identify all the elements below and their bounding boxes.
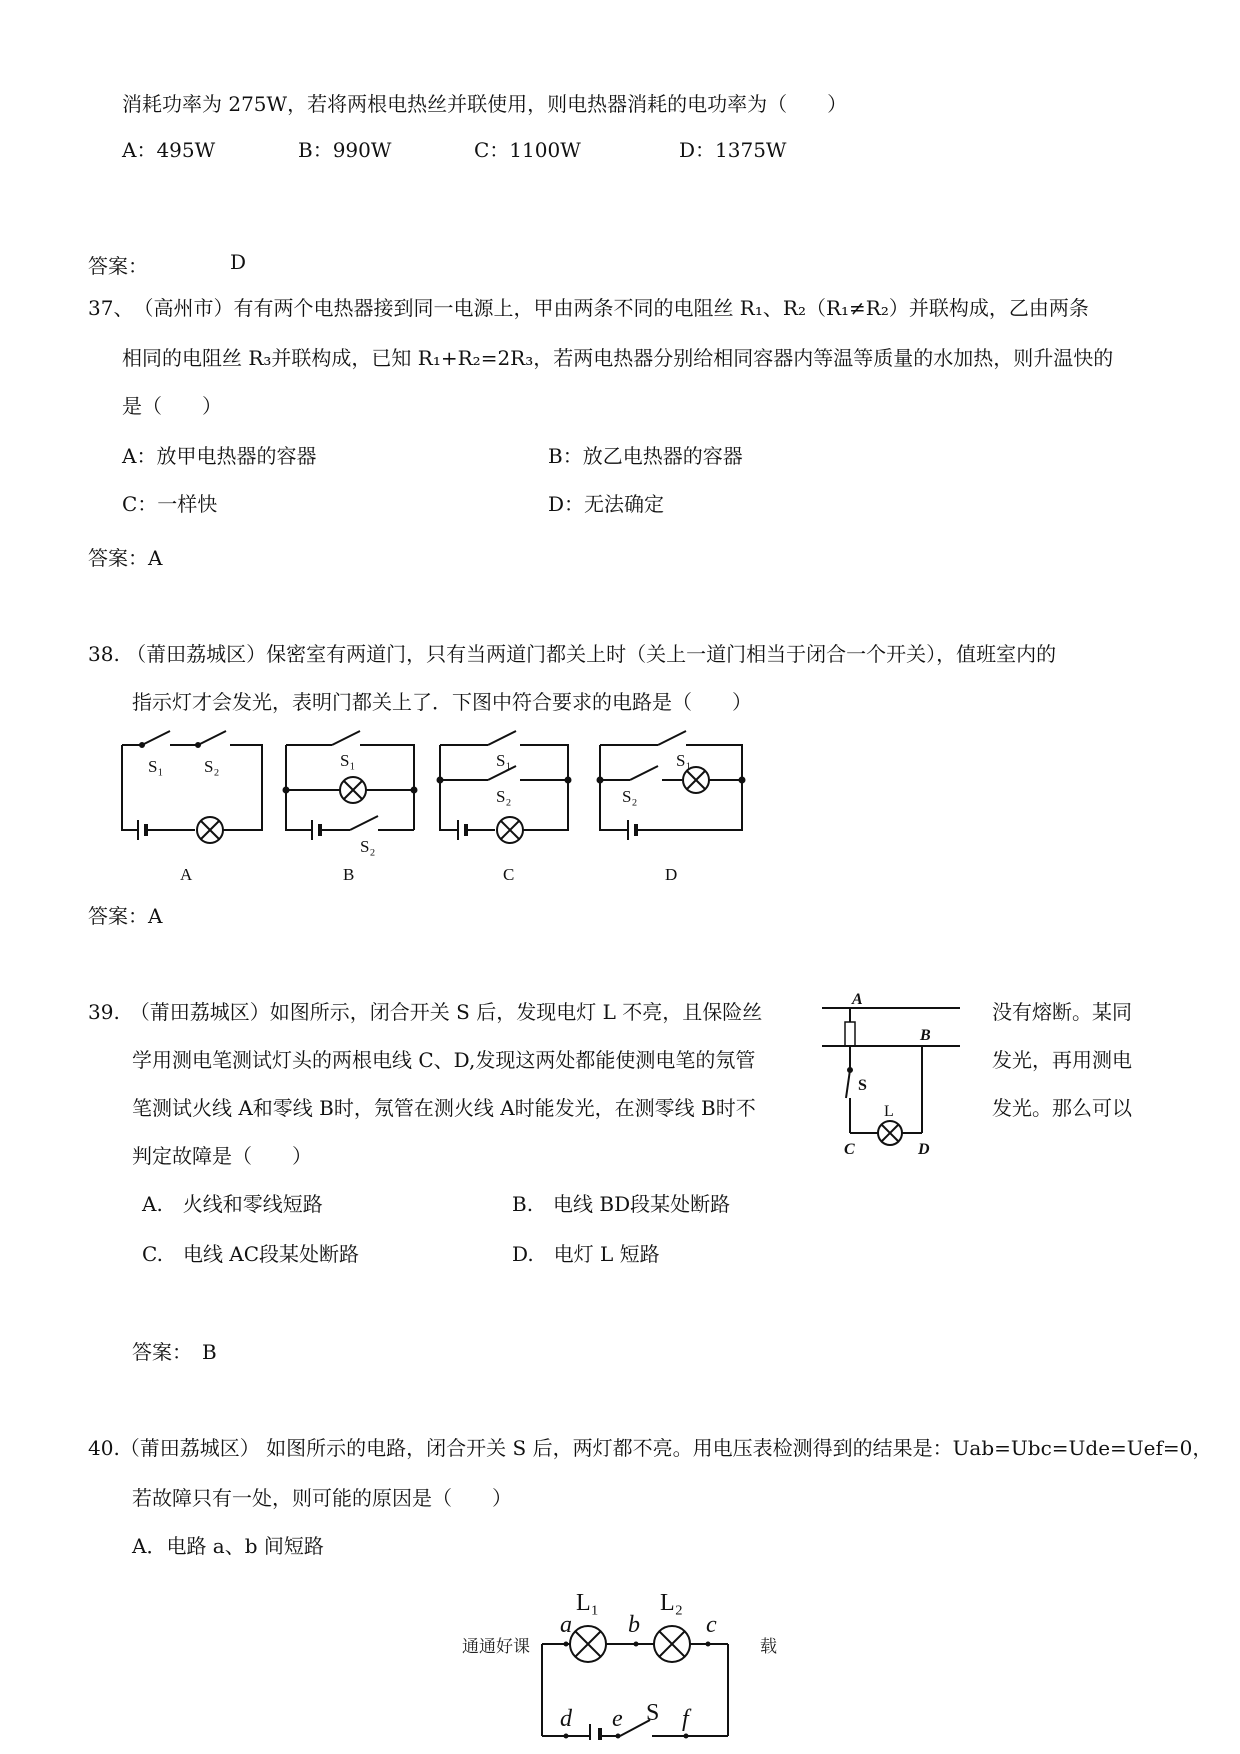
q38-label-a-s2: S₂ bbox=[204, 757, 220, 776]
q39-stem-line3a: 笔测试火线 A和零线 B时，氖管在测火线 A时能发光，在测零线 B时不 bbox=[132, 1096, 756, 1120]
q37-option-d: D：无法确定 bbox=[548, 492, 665, 516]
q40-label-e: e bbox=[612, 1706, 623, 1732]
q39-label-l: L bbox=[884, 1103, 894, 1120]
q38-label-d-s1: S₁ bbox=[676, 751, 692, 770]
q39-stem-line1a: 39. （莆田荔城区）如图所示，闭合开关 S 后，发现电灯 L 不亮，且保险丝 bbox=[88, 1000, 763, 1024]
q40-label-l1: L₁ bbox=[576, 1590, 600, 1616]
q40-label-s: S bbox=[646, 1700, 660, 1726]
q40-stem-line2: 若故障只有一处，则可能的原因是（ ） bbox=[132, 1486, 512, 1510]
q37-stem-line2: 相同的电阻丝 R₃并联构成，已知 R₁+R₂=2R₃，若两电热器分别给相同容器内等温等质量的水加热，则升温快的 bbox=[122, 346, 1114, 370]
q37-stem-line1: 37、 （高州市）有有两个电热器接到同一电源上，甲由两条不同的电阻丝 R₁、R₂（R₁≠R₂）并联构成，乙由两条 bbox=[88, 296, 1089, 320]
q39-stem-line2b: 发光，再用测电 bbox=[992, 1048, 1132, 1072]
q39-option-a: A. 火线和零线短路 bbox=[142, 1192, 323, 1216]
q39-label-b: B bbox=[920, 1027, 931, 1044]
q40-label-f: f bbox=[682, 1706, 689, 1732]
q37-option-c: C：一样快 bbox=[122, 492, 218, 516]
q38-label-d-s2: S₂ bbox=[622, 787, 638, 806]
q37-answer: 答案：A bbox=[88, 546, 163, 570]
q38-label-a-s1: S₁ bbox=[148, 757, 164, 776]
q38-label-b-s1: S₁ bbox=[340, 751, 356, 770]
q37-option-a: A：放甲电热器的容器 bbox=[122, 444, 317, 468]
q40-stem-line1: 40.（莆田荔城区） 如图所示的电路，闭合开关 S 后，两灯都不亮。用电压表检测得到的结果是：Uab=Ubc=Ude=Uef=0， bbox=[88, 1436, 1213, 1460]
q38-label-b-s2: S₂ bbox=[360, 837, 376, 856]
q38-diagram-b bbox=[284, 731, 417, 840]
q39-stem-line2a: 学用测电笔测试灯头的两根电线 C、D,发现这两处都能使测电笔的氖管 bbox=[132, 1048, 756, 1072]
q39-option-c: C. 电线 AC段某处断路 bbox=[142, 1242, 360, 1266]
q39-label-s: S bbox=[858, 1077, 867, 1094]
q39-option-b: B. 电线 BD段某处断路 bbox=[512, 1192, 731, 1216]
q40-label-b: b bbox=[628, 1612, 640, 1638]
q39-circuit-diagram bbox=[820, 990, 970, 1160]
q40-option-a: A．电路 a、b 间短路 bbox=[132, 1534, 324, 1558]
q39-label-d: D bbox=[918, 1141, 930, 1158]
q38-label-c-s2: S₂ bbox=[496, 787, 512, 806]
q36-answer-label: 答案： bbox=[88, 254, 148, 278]
q38-answer: 答案：A bbox=[88, 904, 163, 928]
q39-stem-line4: 判定故障是（ ） bbox=[132, 1144, 312, 1168]
q40-label-d: d bbox=[560, 1706, 572, 1732]
q38-label-c-s1: S₁ bbox=[496, 751, 512, 770]
q39-answer: 答案： B bbox=[132, 1340, 217, 1364]
q39-label-a: A bbox=[852, 991, 863, 1008]
q36-option-d: D：1375W bbox=[679, 138, 787, 162]
q36-answer: D bbox=[230, 250, 247, 274]
q36-option-c: C：1100W bbox=[474, 138, 581, 162]
q38-option-label-c: C bbox=[503, 865, 515, 884]
q40-watermark-left: 通通好课 bbox=[462, 1637, 530, 1656]
q40-circuit-diagram bbox=[440, 1590, 800, 1740]
q38-option-label-a: A bbox=[180, 865, 193, 884]
q37-stem-line3: 是（ ） bbox=[122, 394, 222, 418]
q38-option-label-b: B bbox=[343, 865, 355, 884]
q38-diagram-d bbox=[598, 731, 745, 840]
q36-option-a: A：495W bbox=[122, 138, 216, 162]
q40-label-c: c bbox=[706, 1612, 717, 1638]
q38-stem-line1: 38. （莆田荔城区）保密室有两道门，只有当两道门都关上时（关上一道门相当于闭合一个开关），值班室内的 bbox=[88, 642, 1057, 666]
q39-stem-line3b: 发光。那么可以 bbox=[992, 1096, 1132, 1120]
q40-label-l2: L₂ bbox=[660, 1590, 684, 1616]
q40-watermark-right: 载 bbox=[760, 1637, 777, 1656]
q36-option-b: B：990W bbox=[298, 138, 392, 162]
q39-option-d: D. 电灯 L 短路 bbox=[512, 1242, 660, 1266]
q39-label-c: C bbox=[844, 1141, 855, 1158]
q38-diagram-a bbox=[122, 731, 262, 843]
q38-stem-line2: 指示灯才会发光，表明门都关上了．下图中符合要求的电路是（ ） bbox=[132, 690, 752, 714]
q36-stem: 消耗功率为 275W，若将两根电热丝并联使用，则电热器消耗的电功率为（ ） bbox=[122, 92, 848, 116]
q39-stem-line1b: 没有熔断。某同 bbox=[992, 1000, 1132, 1024]
q40-label-a: a bbox=[560, 1612, 572, 1638]
q37-option-b: B：放乙电热器的容器 bbox=[548, 444, 743, 468]
q38-circuit-diagrams bbox=[110, 720, 790, 890]
q38-option-label-d: D bbox=[665, 865, 678, 884]
